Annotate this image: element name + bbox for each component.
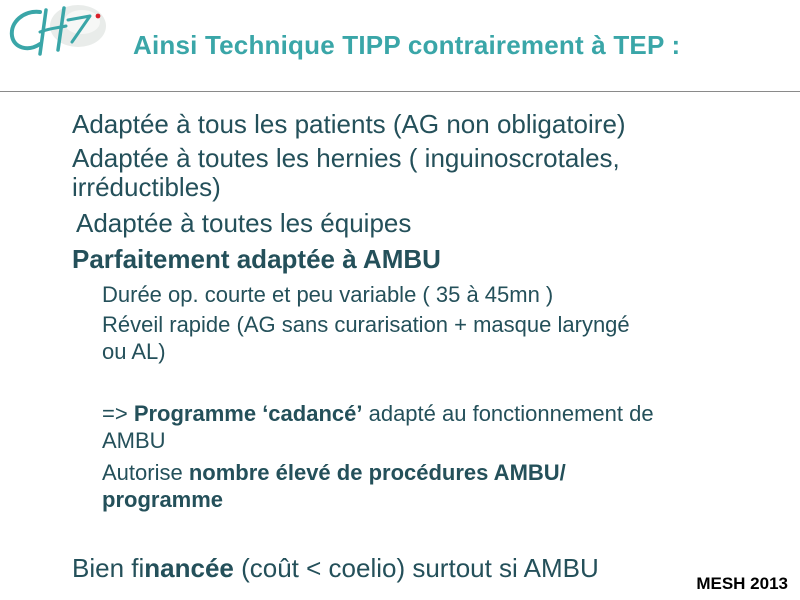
sub-bullet-1: Durée op. courte et peu variable ( 35 à 45mn ) bbox=[102, 282, 554, 307]
sub-bullet-4-prefix: Autorise bbox=[102, 460, 189, 485]
sub-bullet-2-line-1: Réveil rapide (AG sans curarisation + masque laryngé bbox=[102, 312, 630, 337]
bullet-2-line-1: Adaptée à toutes les hernies ( inguinoscrotales, bbox=[72, 143, 620, 173]
sub-bullet-2-line-2: ou AL) bbox=[102, 339, 166, 364]
bullet-5-prefix: Bien fi bbox=[72, 553, 145, 583]
bullet-5-rest: (coût < coelio) surtout si AMBU bbox=[233, 553, 599, 583]
bullet-5-bold: nancée bbox=[144, 553, 234, 583]
sub-bullet-3-bold: Programme ‘cadancé’ bbox=[133, 401, 363, 426]
sub-bullet-4-line-1 bbox=[102, 460, 566, 486]
bullet-4: Parfaitement adaptée à AMBU bbox=[72, 244, 441, 274]
sub-bullet-3-line-1 bbox=[102, 401, 654, 427]
sub-bullet-4-line-2: programme bbox=[102, 487, 224, 512]
bullet-2-line-2: irréductibles) bbox=[72, 172, 221, 202]
footer-label: MESH 2013 bbox=[696, 574, 788, 593]
sub-bullet-3-rest: adapté au fonctionnement de bbox=[362, 401, 654, 426]
sub-bullet-3-line-2: AMBU bbox=[102, 428, 166, 453]
bullet-5 bbox=[72, 553, 599, 583]
sub-bullet-4-bold: nombre élevé de procédures AMBU/ bbox=[188, 460, 566, 485]
slide-title: Ainsi Technique TIPP contrairement à TEP : bbox=[133, 30, 681, 60]
sub-bullet-3-prefix: => bbox=[102, 401, 134, 426]
bullet-1: Adaptée à tous les patients (AG non obligatoire) bbox=[72, 109, 626, 139]
bullet-3: Adaptée à toutes les équipes bbox=[76, 208, 412, 238]
